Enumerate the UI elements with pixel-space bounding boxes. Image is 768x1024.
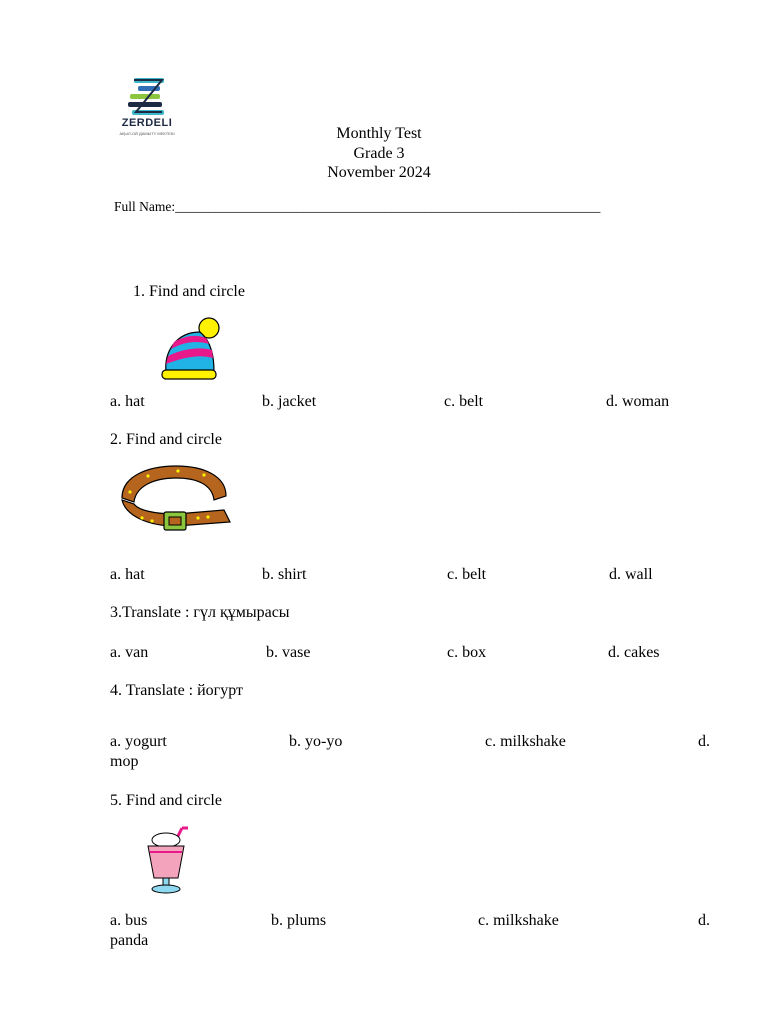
full-name-field[interactable]: Full Name:_______________________________________________________________ — [114, 199, 601, 214]
q5-option-a[interactable]: a. bus — [110, 912, 148, 929]
q2-option-b[interactable]: b. shirt — [262, 566, 307, 583]
q3-option-b[interactable]: b. vase — [266, 644, 311, 661]
logo-tagline: АҚЫЛ-ОЙ ДАМЫТУ МЕКТЕБІ — [119, 131, 175, 136]
question-2-prompt: 2. Find and circle — [110, 431, 222, 448]
q4-option-b[interactable]: b. yo-yo — [289, 733, 343, 750]
q5-option-d-text[interactable]: panda — [110, 932, 149, 949]
q5-option-d[interactable]: d. — [698, 912, 710, 929]
q3-option-a[interactable]: a. van — [110, 644, 149, 661]
zerdeli-logo — [114, 76, 180, 138]
test-title: Monthly Test — [336, 125, 422, 142]
q1-option-b[interactable]: b. jacket — [262, 393, 317, 410]
q2-option-d[interactable]: d. wall — [609, 566, 653, 583]
q4-option-a[interactable]: a. yogurt — [110, 733, 167, 750]
q4-option-c[interactable]: c. milkshake — [485, 733, 566, 750]
test-date: November 2024 — [327, 164, 431, 181]
question-1-prompt: 1. Find and circle — [133, 283, 245, 300]
books-logo-icon — [114, 76, 180, 118]
test-grade: Grade 3 — [353, 144, 405, 162]
question-3-prompt: 3.Translate : гүл құмырасы — [110, 604, 290, 621]
q3-option-c[interactable]: c. box — [447, 644, 487, 661]
q3-option-d[interactable]: d. cakes — [608, 644, 660, 661]
q5-option-c[interactable]: c. milkshake — [478, 912, 559, 929]
test-header — [300, 124, 458, 183]
milkshake-icon — [142, 826, 198, 894]
question-5-prompt: 5. Find and circle — [110, 792, 222, 809]
logo-brand: ZERDELI — [121, 117, 173, 129]
q1-option-a[interactable]: a. hat — [110, 393, 145, 410]
striped-hat-icon — [160, 316, 220, 384]
q5-option-b[interactable]: b. plums — [271, 912, 327, 929]
q4-option-d[interactable]: d. — [698, 733, 710, 750]
q4-option-d-text[interactable]: mop — [110, 753, 139, 770]
q2-option-c[interactable]: c. belt — [447, 566, 487, 583]
q1-option-d[interactable]: d. woman — [606, 393, 670, 410]
belt-icon — [118, 462, 234, 538]
q1-option-c[interactable]: c. belt — [444, 393, 484, 410]
question-4-prompt: 4. Translate : йогурт — [110, 682, 244, 699]
q2-option-a[interactable]: a. hat — [110, 566, 145, 583]
